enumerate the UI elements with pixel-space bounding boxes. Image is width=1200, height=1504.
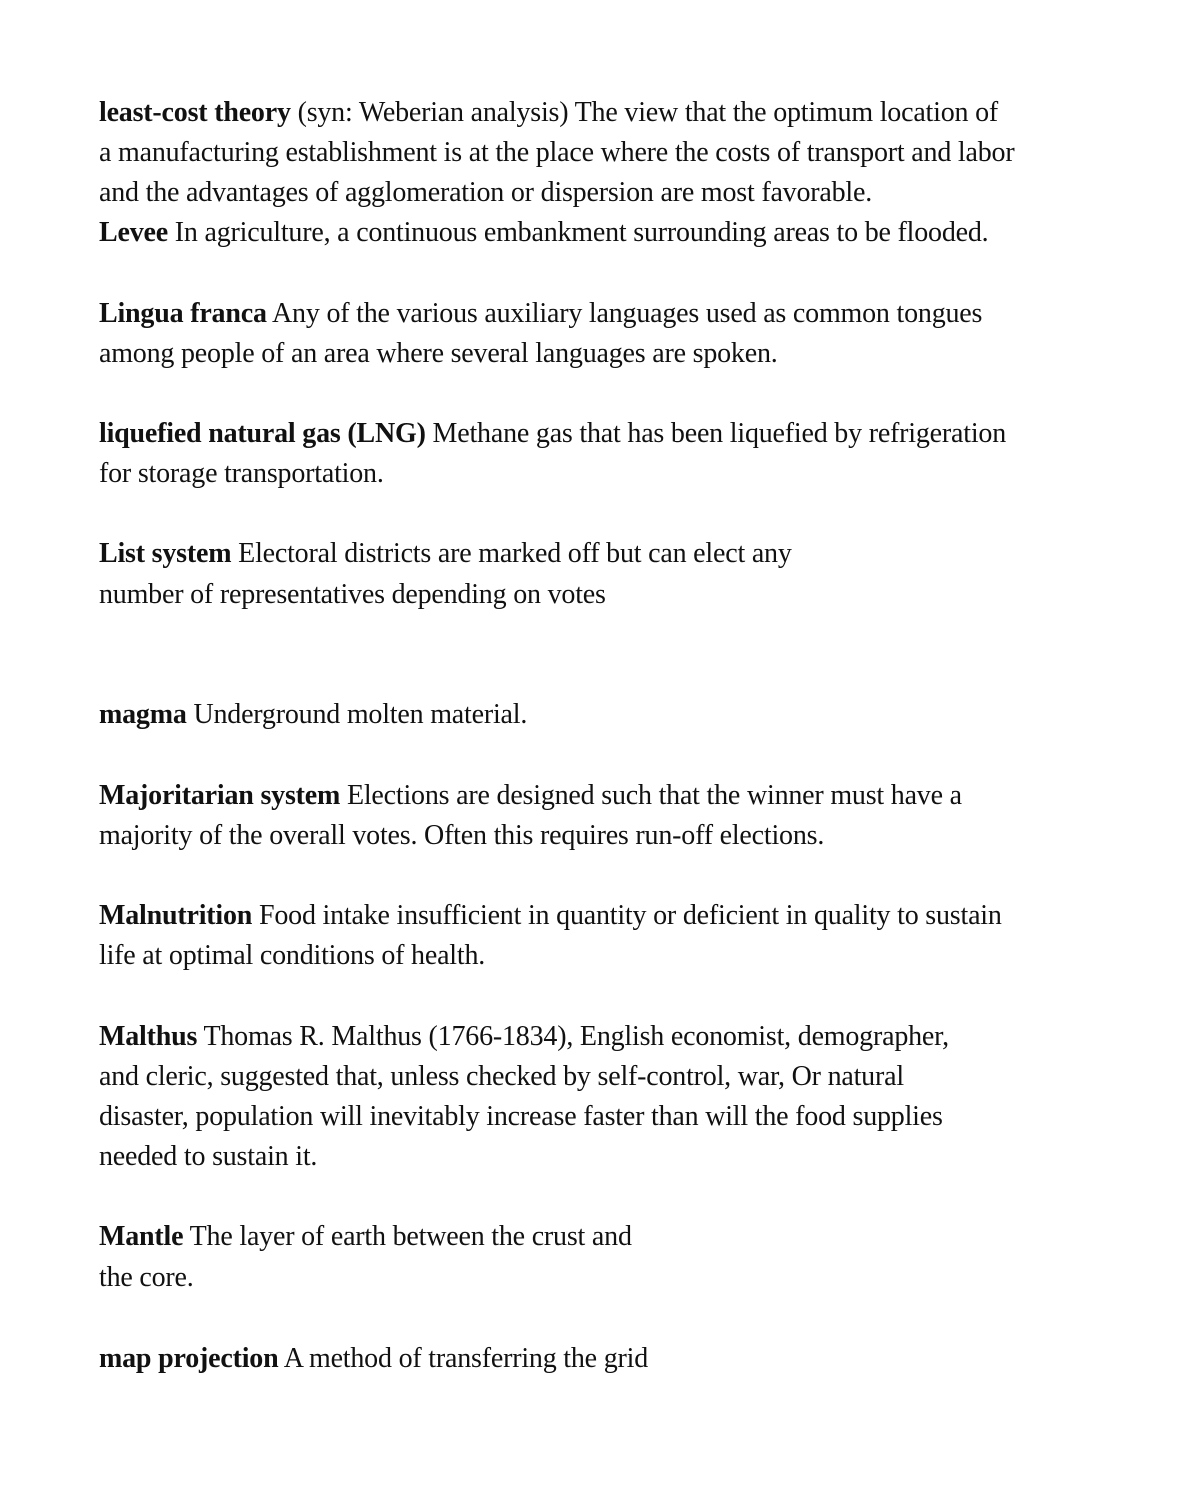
entry-line: among people of an area where several languages are spoken.: [99, 338, 778, 369]
entry-term: magma: [99, 699, 187, 730]
entry-line: [99, 93, 998, 133]
entry-line: for storage transportation.: [99, 458, 384, 489]
entry-line: and cleric, suggested that, unless checked by self-control, war, Or natural: [99, 1061, 904, 1092]
entry-definition: Electoral districts are marked off but can elect any: [231, 538, 792, 569]
entry-line: life at optimal conditions of health.: [99, 940, 486, 971]
entry-line: disaster, population will inevitably increase faster than will the food supplies: [99, 1101, 943, 1132]
entry-term: Majoritarian system: [99, 780, 341, 811]
entry-definition: Any of the various auxiliary languages used as common tongues: [266, 298, 983, 329]
entry-term: Lingua franca: [99, 298, 267, 329]
entry-line: [99, 534, 792, 574]
entry-term: List system: [99, 538, 232, 569]
entry-definition: Methane gas that has been liquefied by refrigeration: [425, 418, 1007, 449]
entry-term: Malnutrition: [99, 900, 253, 931]
entry-term: least-cost theory: [99, 97, 291, 128]
entry-line: the core.: [99, 1262, 194, 1293]
entry-line: [99, 294, 982, 334]
entry-line: [99, 896, 1002, 936]
entry-line: number of representatives depending on votes: [99, 579, 606, 610]
entry-line: and the advantages of agglomeration or dispersion are most favorable.: [99, 177, 873, 208]
entry-line: a manufacturing establishment is at the place where the costs of transport and labor: [99, 137, 1015, 168]
entry-term: map projection: [99, 1343, 279, 1374]
entry-definition: Elections are designed such that the winner must have a: [340, 780, 962, 811]
entry-definition: Underground molten material.: [186, 699, 528, 730]
entry-term: Malthus: [99, 1021, 198, 1052]
entry-line: [99, 414, 1006, 454]
entry-line: [99, 213, 988, 253]
entry-definition: In agriculture, a continuous embankment surrounding areas to be flooded.: [167, 217, 989, 248]
entry-term: Levee: [99, 217, 168, 248]
entry-line: [99, 776, 962, 816]
entry-line: [99, 1217, 632, 1257]
entry-definition: Food intake insufficient in quantity or deficient in quality to sustain: [252, 900, 1002, 931]
entry-line: [99, 1017, 949, 1057]
entry-term: Mantle: [99, 1221, 184, 1252]
entry-line: needed to sustain it.: [99, 1141, 318, 1172]
entry-definition: A method of transferring the grid: [278, 1343, 649, 1374]
entry-line: [99, 1339, 648, 1379]
entry-definition: Thomas R. Malthus (1766-1834), English economist, demographer,: [197, 1021, 949, 1052]
entry-definition: (syn: Weberian analysis) The view that the optimum location of: [290, 97, 999, 128]
entry-line: majority of the overall votes. Often this requires run-off elections.: [99, 820, 825, 851]
entry-definition: The layer of earth between the crust and: [183, 1221, 632, 1252]
entry-line: [99, 695, 527, 735]
entry-term: liquefied natural gas (LNG): [99, 418, 426, 449]
